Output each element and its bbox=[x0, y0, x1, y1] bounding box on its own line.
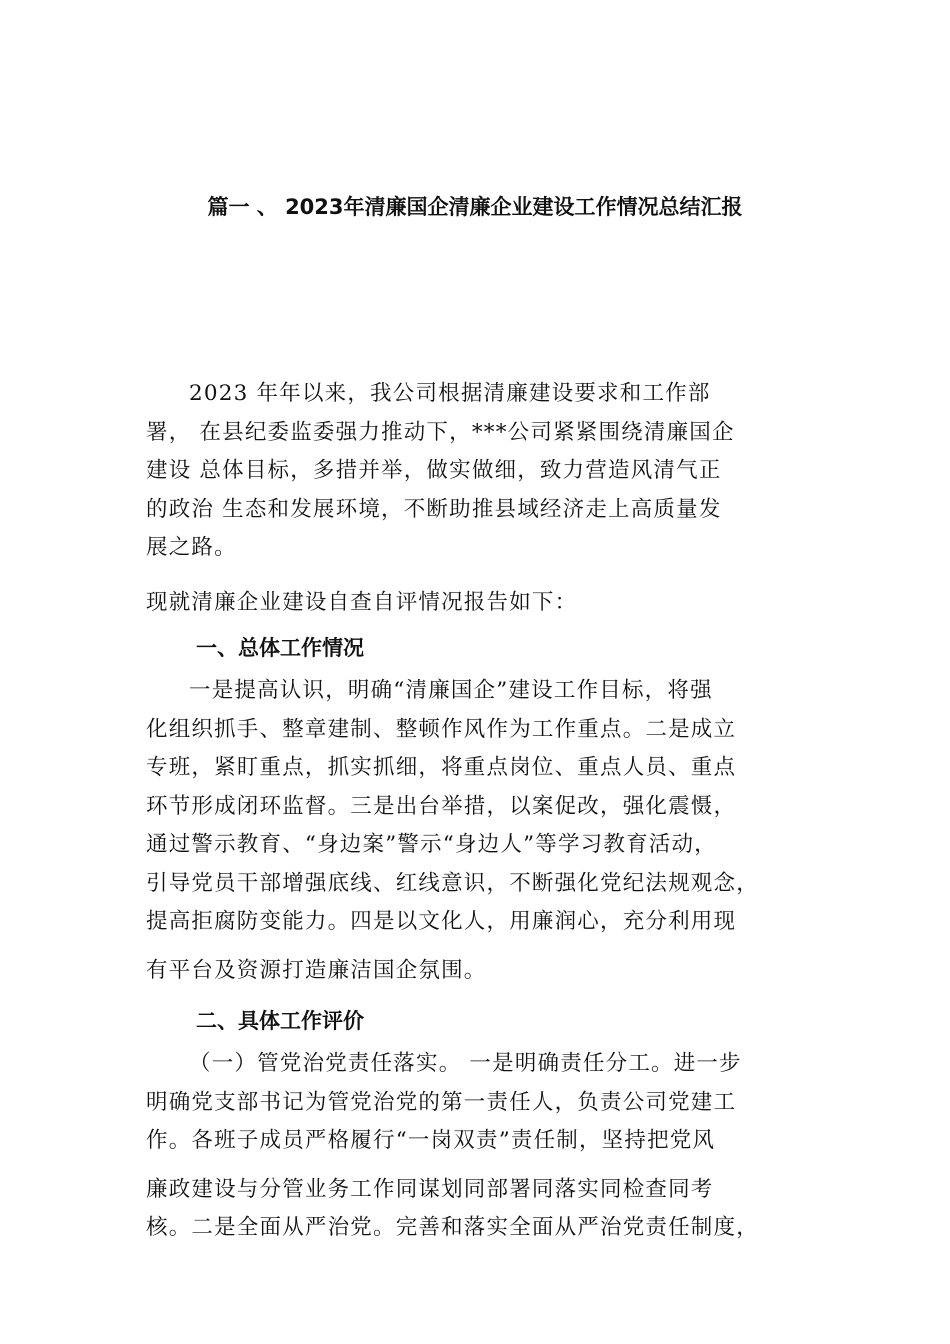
text-line: 引导党员干部增强底线、红线意识，不断强化党纪法规观念， bbox=[146, 870, 759, 896]
text-line: 化组织抓手、整章建制、整顿作风作为工作重点。二是成立 bbox=[146, 716, 737, 742]
section-heading-overall: 一、总体工作情况 bbox=[196, 636, 364, 660]
text-line: 一是提高认识，明确“清廉国企”建设工作目标，将强 bbox=[189, 678, 713, 703]
document-title: 篇一 、 2023年清廉国企清廉企业建设工作情况总结汇报 bbox=[207, 195, 743, 219]
text-line: 作。各班子成员严格履行“一岗双责”责任制，坚持把党风 bbox=[146, 1128, 716, 1153]
section2-paragraph bbox=[146, 1045, 810, 1248]
text-line: 展之路。 bbox=[146, 535, 237, 560]
text-line: 现就清廉企业建设自查自评情况报告如下： bbox=[146, 590, 578, 615]
text-line: 明确党支部书记为管党治党的第一责任人，负责公司党建工 bbox=[146, 1089, 737, 1115]
text-line: 环节形成闭环监督。三是出台举措，以案促改，强化震慑， bbox=[146, 793, 737, 819]
section-heading-evaluation: 二、具体工作评价 bbox=[196, 1009, 364, 1033]
report-intro-line bbox=[146, 584, 810, 623]
intro-paragraph bbox=[146, 375, 810, 568]
text-line: 建设 总体目标，多措并举，做实做细，致力营造风清气正 bbox=[146, 458, 722, 483]
text-line: 提高拒腐防变能力。四是以文化人，用廉润心，充分利用现 bbox=[146, 909, 737, 934]
text-line: 的政治 生态和发展环境，不断助推县域经济走上高质量发 bbox=[146, 496, 722, 522]
text-line: 核。二是全面从严治党。完善和落实全面从严治党责任制度， bbox=[146, 1215, 759, 1240]
text-line: 有平台及资源打造廉洁国企氛围。 bbox=[146, 957, 487, 983]
section1-paragraph bbox=[146, 672, 810, 990]
text-line: 通过警示教育、“身边案”警示“身边人”等学习教育活动， bbox=[146, 832, 717, 857]
text-line: （一）管党治党责任落实。 一是明确责任分工。进一步 bbox=[189, 1051, 742, 1076]
text-line: 廉政建设与分管业务工作同谋划同部署同落实同检查同考 bbox=[146, 1176, 714, 1202]
text-line: 专班，紧盯重点，抓实抓细，将重点岗位、重点人员、重点 bbox=[146, 755, 737, 780]
text-line: 署， 在县纪委监委强力推动下，***公司紧紧围绕清廉国企 bbox=[146, 419, 735, 445]
text-line: 2023 年年以来，我公司根据清廉建设要求和工作部 bbox=[189, 381, 711, 406]
